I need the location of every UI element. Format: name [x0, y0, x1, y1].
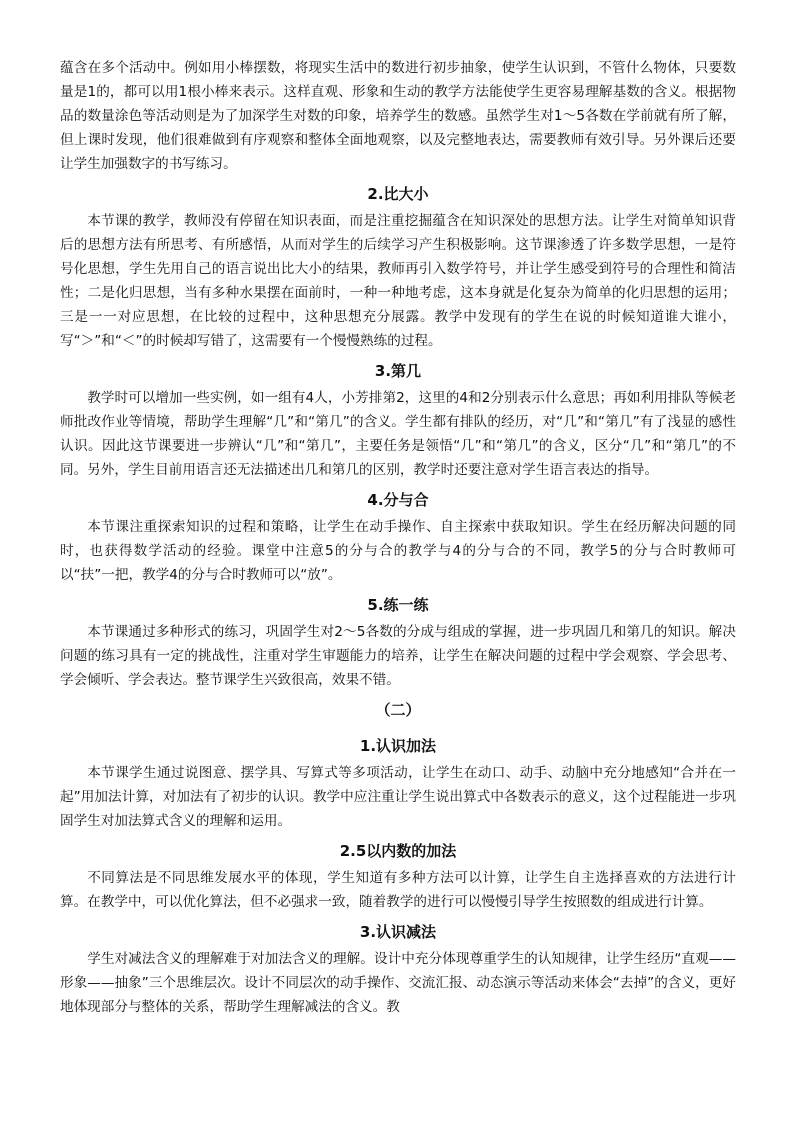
heading-ordinal: 3.第几: [374, 362, 422, 380]
paragraph-practice: 本节课通过多种形式的练习，巩固学生对2～5各数的分成与组成的掌握，进一步巩固几和第几的知识。解决问题的练习具有一定的挑战性，注重对学生审题能力的培养，让学生在解决问题的过程中学会观察、学会思考、学会倾听、学会表达。整节课学生兴致很高，效果不错。: [60, 624, 736, 688]
heading-addition-within-5: 2.5以内数的加法: [339, 842, 457, 860]
heading-split-combine: 4.分与合: [367, 491, 429, 509]
paragraph-ordinal: 教学时可以增加一些实例，如一组有4人，小芳排第2，这里的4和2分别表示什么意思；再如利用排队等候老师批改作业等情境，帮助学生理解“几”和“第几”的含义。学生都有排队的经历，对“几”和“第几”有了浅显的感性认识。因此这节课要进一步辨认“几”和“第几”，主要任务是领悟“几”和“第几”的含义，区分“几”和“第几”的不同。另外，学生目前用语言还无法描述出几和第几的区别，教学时还要注意对学生语言表达的指导。: [60, 390, 736, 478]
heading-practice: 5.练一练: [367, 596, 429, 614]
paragraph-subtraction: 学生对减法含义的理解难于对加法含义的理解。设计中充分体现尊重学生的认知规律，让学生经历“直观——形象——抽象”三个思维层次。设计不同层次的动手操作、交流汇报、动态演示等活动来体会“去掉”的含义，更好地体现部分与整体的关系，帮助学生理解减法的含义。教: [60, 951, 736, 1015]
document-page: [60, 56, 736, 1019]
heading-addition: 1.认识加法: [359, 737, 437, 755]
paragraph-compare-size: 本节课的教学，教师没有停留在知识表面，而是注重挖掘蕴含在知识深处的思想方法。让学生对简单知识背后的思想方法有所思考、有所感悟，从而对学生的后续学习产生积极影响。这节课渗透了许多数学思想，一是符号化思想，学生先用自己的语言说出比大小的结果，教师再引入数学符号，并让学生感受到符号的合理性和简洁性；二是化归思想，当有多种水果摆在面前时，一种一种地考虑，这本身就是化复杂为简单的化归思想的运用；三是一一对应思想，在比较的过程中，这种思想充分展露。教学中发现有的学生在说的时候知道谁大谁小，写“＞”和“＜”的时候却写错了，这需要有一个慢慢熟练的过程。: [60, 213, 736, 349]
part-two-heading: （二）: [375, 701, 421, 719]
paragraph-addition: 本节课学生通过说图意、摆学具、写算式等多项活动，让学生在动口、动手、动脑中充分地感知“合并在一起”用加法计算，对加法有了初步的认识。教学中应注重让学生说出算式中各数表示的意义，这个过程能进一步巩固学生对加法算式含义的理解和运用。: [60, 765, 736, 829]
paragraph-split-combine: 本节课注重探索知识的过程和策略，让学生在动手操作、自主探索中获取知识。学生在经历解决问题的同时，也获得数学活动的经验。课堂中注意5的分与合的教学与4的分与合的不同，教学5的分与合时教师可以“扶”一把，教学4的分与合时教师可以“放”。: [60, 519, 736, 583]
paragraph-addition-within-5: 不同算法是不同思维发展水平的体现，学生知道有多种方法可以计算，让学生自主选择喜欢的方法进行计算。在教学中，可以优化算法，但不必强求一致，随着教学的进行可以慢慢引导学生按照数的组成进行计算。: [60, 870, 736, 910]
intro-paragraph: 蕴含在多个活动中。例如用小棒摆数，将现实生活中的数进行初步抽象，使学生认识到，不管什么物体，只要数量是1的，都可以用1根小棒来表示。这样直观、形象和生动的教学方法能使学生更容易理解基数的含义。根据物品的数量涂色等活动则是为了加深学生对数的印象，培养学生的数感。虽然学生对1～5各数在学前就有所了解，但上课时发现，他们很难做到有序观察和整体全面地观察，以及完整地表达，需要教师有效引导。另外课后还要让学生加强数字的书写练习。: [60, 60, 736, 172]
heading-subtraction: 3.认识减法: [359, 923, 437, 941]
heading-compare-size: 2.比大小: [367, 185, 429, 203]
